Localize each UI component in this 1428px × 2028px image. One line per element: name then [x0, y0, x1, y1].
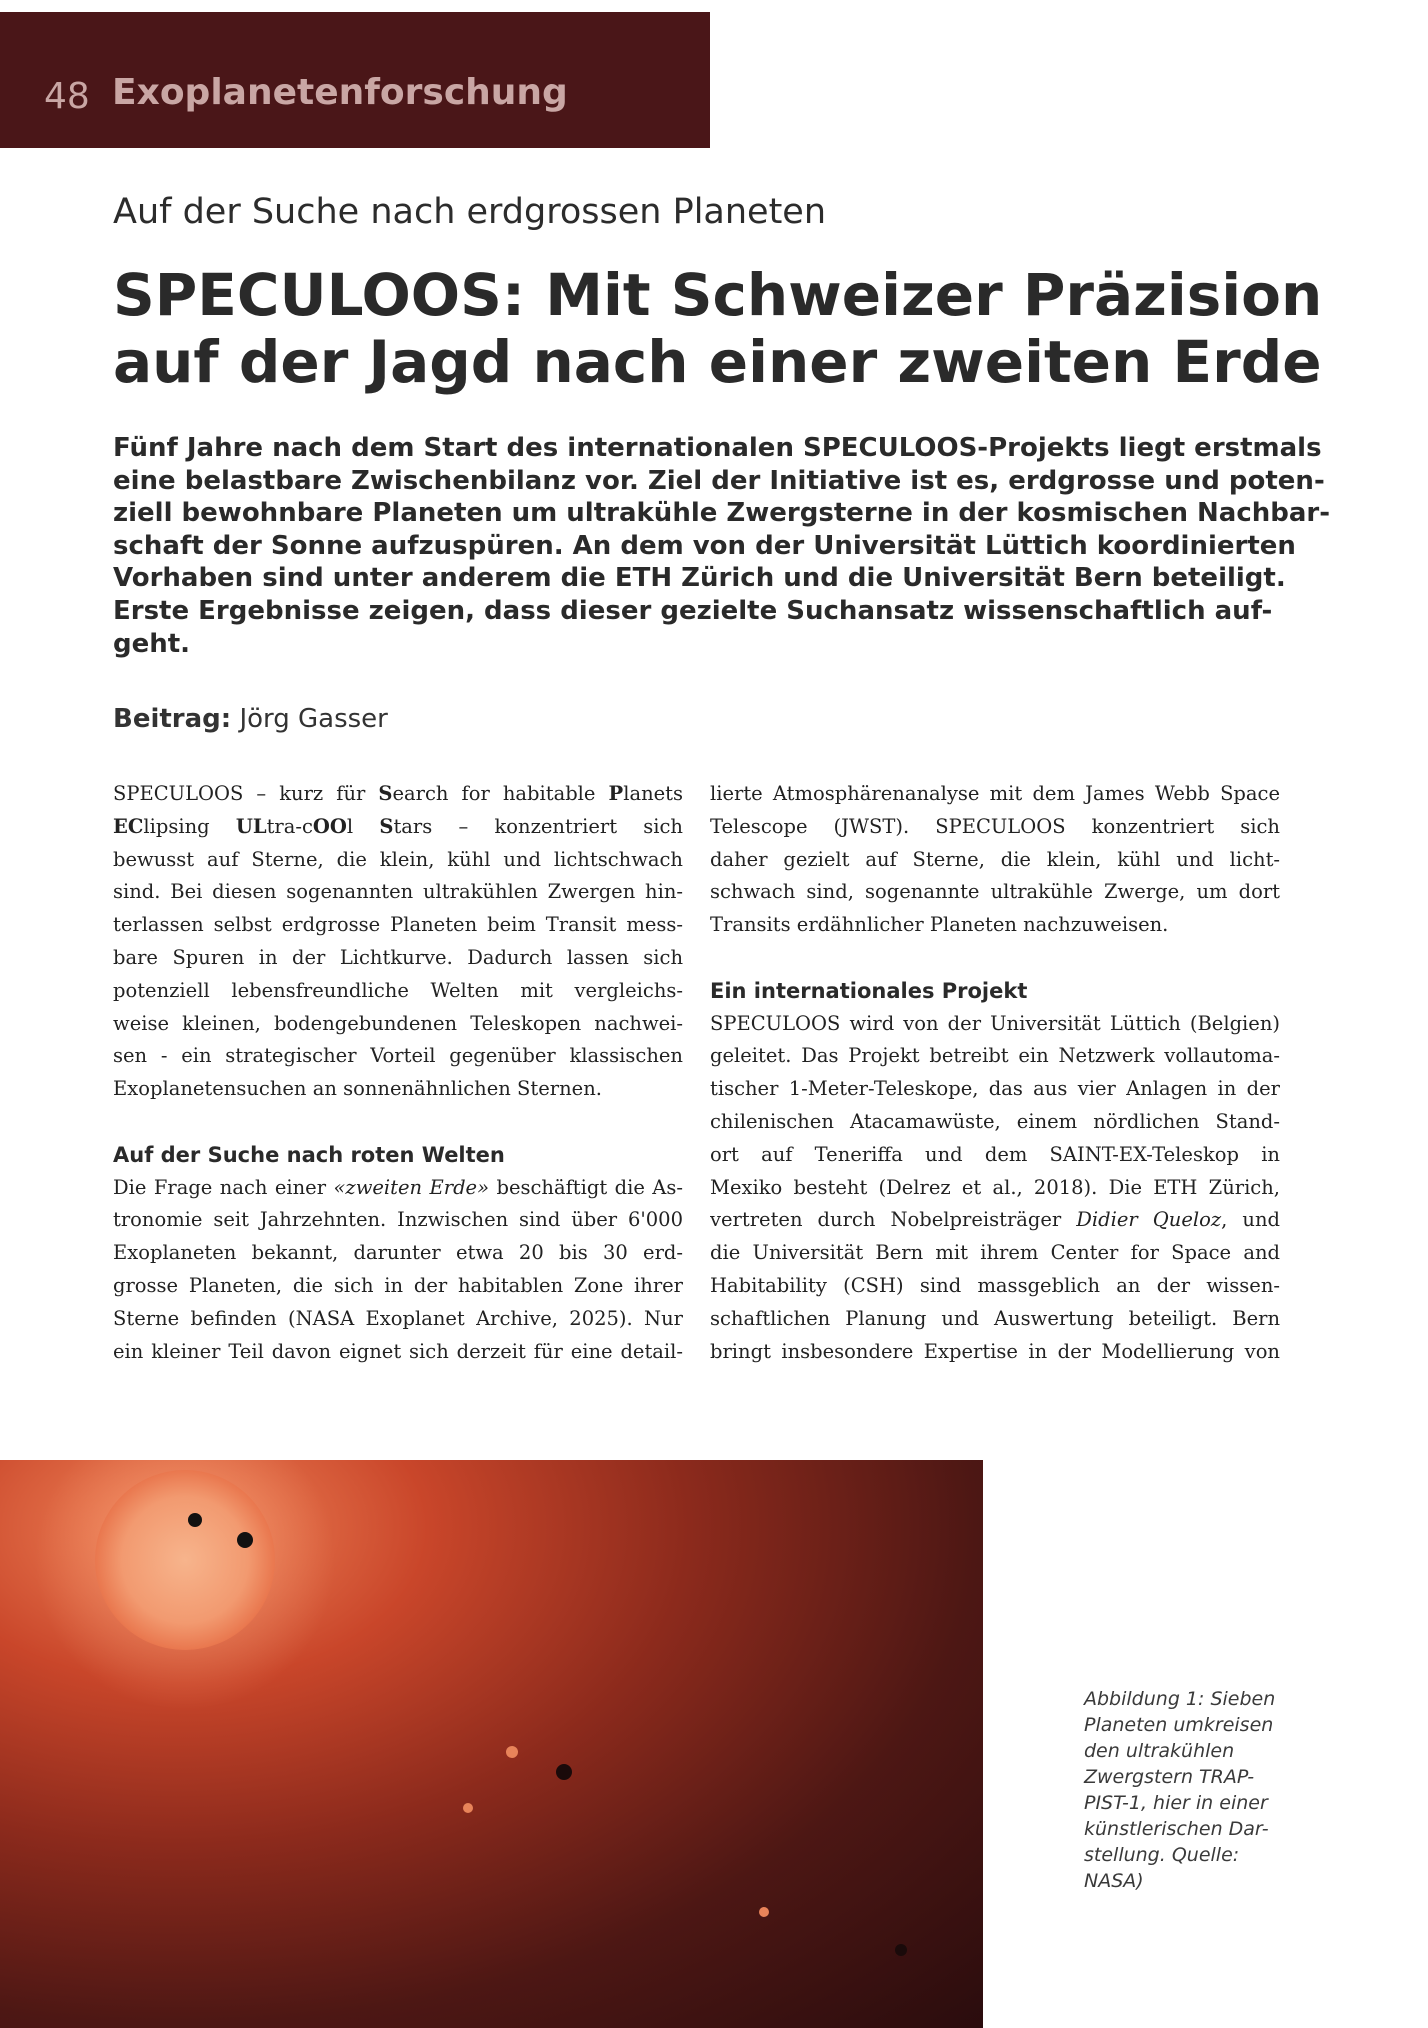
- lead-line: eine belastbare Zwischenbilanz vor. Ziel der Initiative ist es, erdgrosse und poten-: [113, 465, 1325, 496]
- figure-artwork: [0, 1460, 983, 2028]
- body-line: daher gezielt auf Sterne, die klein, kühl und licht-: [710, 847, 1280, 871]
- body-line: bare Spuren in der Lichtkurve. Dadurch lassen sich: [113, 945, 683, 969]
- page-number: 48: [44, 76, 90, 117]
- body-line: lierte Atmosphärenanalyse mit dem James Webb Space: [710, 782, 1280, 805]
- transiting-planet: [188, 1513, 202, 1527]
- body-line: SPECULOOS wird von der Universität Lüttich (Belgien): [710, 1011, 1280, 1035]
- body-line: potenziell lebensfreundliche Welten mit vergleichs-: [113, 978, 683, 1002]
- body-line: Die Frage nach einer «zweiten Erde» beschäftigt die As-: [113, 1175, 683, 1199]
- headline-line: auf der Jagd nach einer zweiten Erde: [113, 328, 1322, 396]
- planet: [759, 1907, 769, 1917]
- planet: [895, 1944, 907, 1956]
- body-line: chilenischen Atacamawüste, einem nördlichen Stand-: [710, 1109, 1280, 1133]
- body-line: sen - ein strategischer Vorteil gegenüber klassischen: [113, 1044, 683, 1068]
- star-trappist-1: [95, 1470, 275, 1650]
- body-line: grosse Planeten, die sich in der habitablen Zone ihrer: [113, 1273, 683, 1297]
- lead-line: Erste Ergebnisse zeigen, dass dieser gezielte Suchansatz wissenschaftlich auf-: [113, 595, 1273, 626]
- lead-line: schaft der Sonne aufzuspüren. An dem von der Universität Lüttich koordinierten: [113, 530, 1296, 561]
- body-line: Exoplaneten bekannt, darunter etwa 20 bis 30 erd-: [113, 1241, 683, 1265]
- body-line: die Universität Bern mit ihrem Center for Space and: [710, 1241, 1280, 1265]
- body-line: tischer 1-Meter-Teleskope, das aus vier Anlagen in der: [710, 1077, 1280, 1101]
- body-line: weise kleinen, bodengebundenen Teleskopen nachwei-: [113, 1011, 683, 1035]
- text-column-left: [113, 778, 683, 1368]
- transiting-planet: [237, 1532, 253, 1548]
- section-title: Exoplanetenforschung: [112, 72, 568, 113]
- article-lead: [113, 432, 1331, 660]
- figure-caption: Abbildung 1: Sieben Planeten umkreisen den ultrakühlen Zwergstern TRAP- PIST-1, hier in einer künstlerischen Dar- stellung. Quelle: NASA): [1084, 1688, 1276, 1892]
- subheading: Ein internationales Projekt: [710, 978, 1028, 1003]
- body-line: sind. Bei diesen sogenannten ultrakühlen Zwergen hin-: [113, 880, 683, 904]
- planet: [463, 1803, 473, 1813]
- article-headline: [113, 262, 1373, 396]
- body-line: Sterne befinden (NASA Exoplanet Archive, 2025). Nur: [113, 1306, 683, 1330]
- body-line: ort auf Teneriffa und dem SAINT-EX-Teleskop in: [710, 1142, 1280, 1166]
- byline: [113, 704, 388, 734]
- body-line: Exoplanetensuchen an sonnenähnlichen Sternen.: [113, 1077, 602, 1101]
- body-line: schaftlichen Planung und Auswertung beteiligt. Bern: [710, 1306, 1280, 1330]
- body-line: Transits erdähnlicher Planeten nachzuweisen.: [710, 913, 1169, 937]
- body-line: SPECULOOS – kurz für Search for habitable Planets: [113, 782, 683, 805]
- body-line: tronomie seit Jahrzehnten. Inzwischen sind über 6'000: [113, 1208, 683, 1232]
- trappist-1-illustration-icon: [0, 1460, 983, 2028]
- body-line: ein kleiner Teil davon eignet sich derzeit für eine detail-: [113, 1339, 683, 1363]
- body-line: schwach sind, sogenannte ultrakühle Zwerge, um dort: [710, 880, 1280, 904]
- body-line: terlassen selbst erdgrosse Planeten beim Transit mess-: [113, 913, 683, 937]
- subheading: Auf der Suche nach roten Welten: [113, 1142, 505, 1167]
- lead-line: ziell bewohnbare Planeten um ultrakühle Zwergsterne in der kosmischen Nachbar-: [113, 498, 1331, 529]
- headline-line: SPECULOOS: Mit Schweizer Präzision: [113, 261, 1323, 329]
- body-line: vertreten durch Nobelpreisträger Didier Queloz, und: [710, 1208, 1280, 1232]
- planet: [506, 1746, 518, 1758]
- article-kicker: Auf der Suche nach erdgrossen Planeten: [113, 192, 827, 232]
- text-column-right: [710, 778, 1280, 1368]
- body-line: EClipsing ULtra-cOOl Stars – konzentriert sich: [113, 814, 683, 838]
- byline-label: Beitrag:: [113, 704, 232, 734]
- lead-line: geht.: [113, 628, 191, 659]
- lead-line: Fünf Jahre nach dem Start des internationalen SPECULOOS-Projekts liegt erstmals: [113, 433, 1322, 463]
- planet: [556, 1764, 572, 1780]
- body-line: Habitability (CSH) sind massgeblich an der wissen-: [710, 1273, 1280, 1297]
- body-line: bringt insbesondere Expertise in der Modellierung von: [710, 1339, 1280, 1363]
- byline-author: Jörg Gasser: [239, 704, 388, 734]
- body-line: geleitet. Das Projekt betreibt ein Netzwerk vollautoma-: [710, 1044, 1280, 1068]
- body-line: Telescope (JWST). SPECULOOS konzentriert sich: [710, 814, 1280, 838]
- lead-line: Vorhaben sind unter anderem die ETH Zürich und die Universität Bern beteiligt.: [113, 563, 1286, 594]
- body-line: bewusst auf Sterne, die klein, kühl und lichtschwach: [113, 847, 683, 871]
- body-line: Mexiko besteht (Delrez et al., 2018). Die ETH Zürich,: [710, 1175, 1280, 1199]
